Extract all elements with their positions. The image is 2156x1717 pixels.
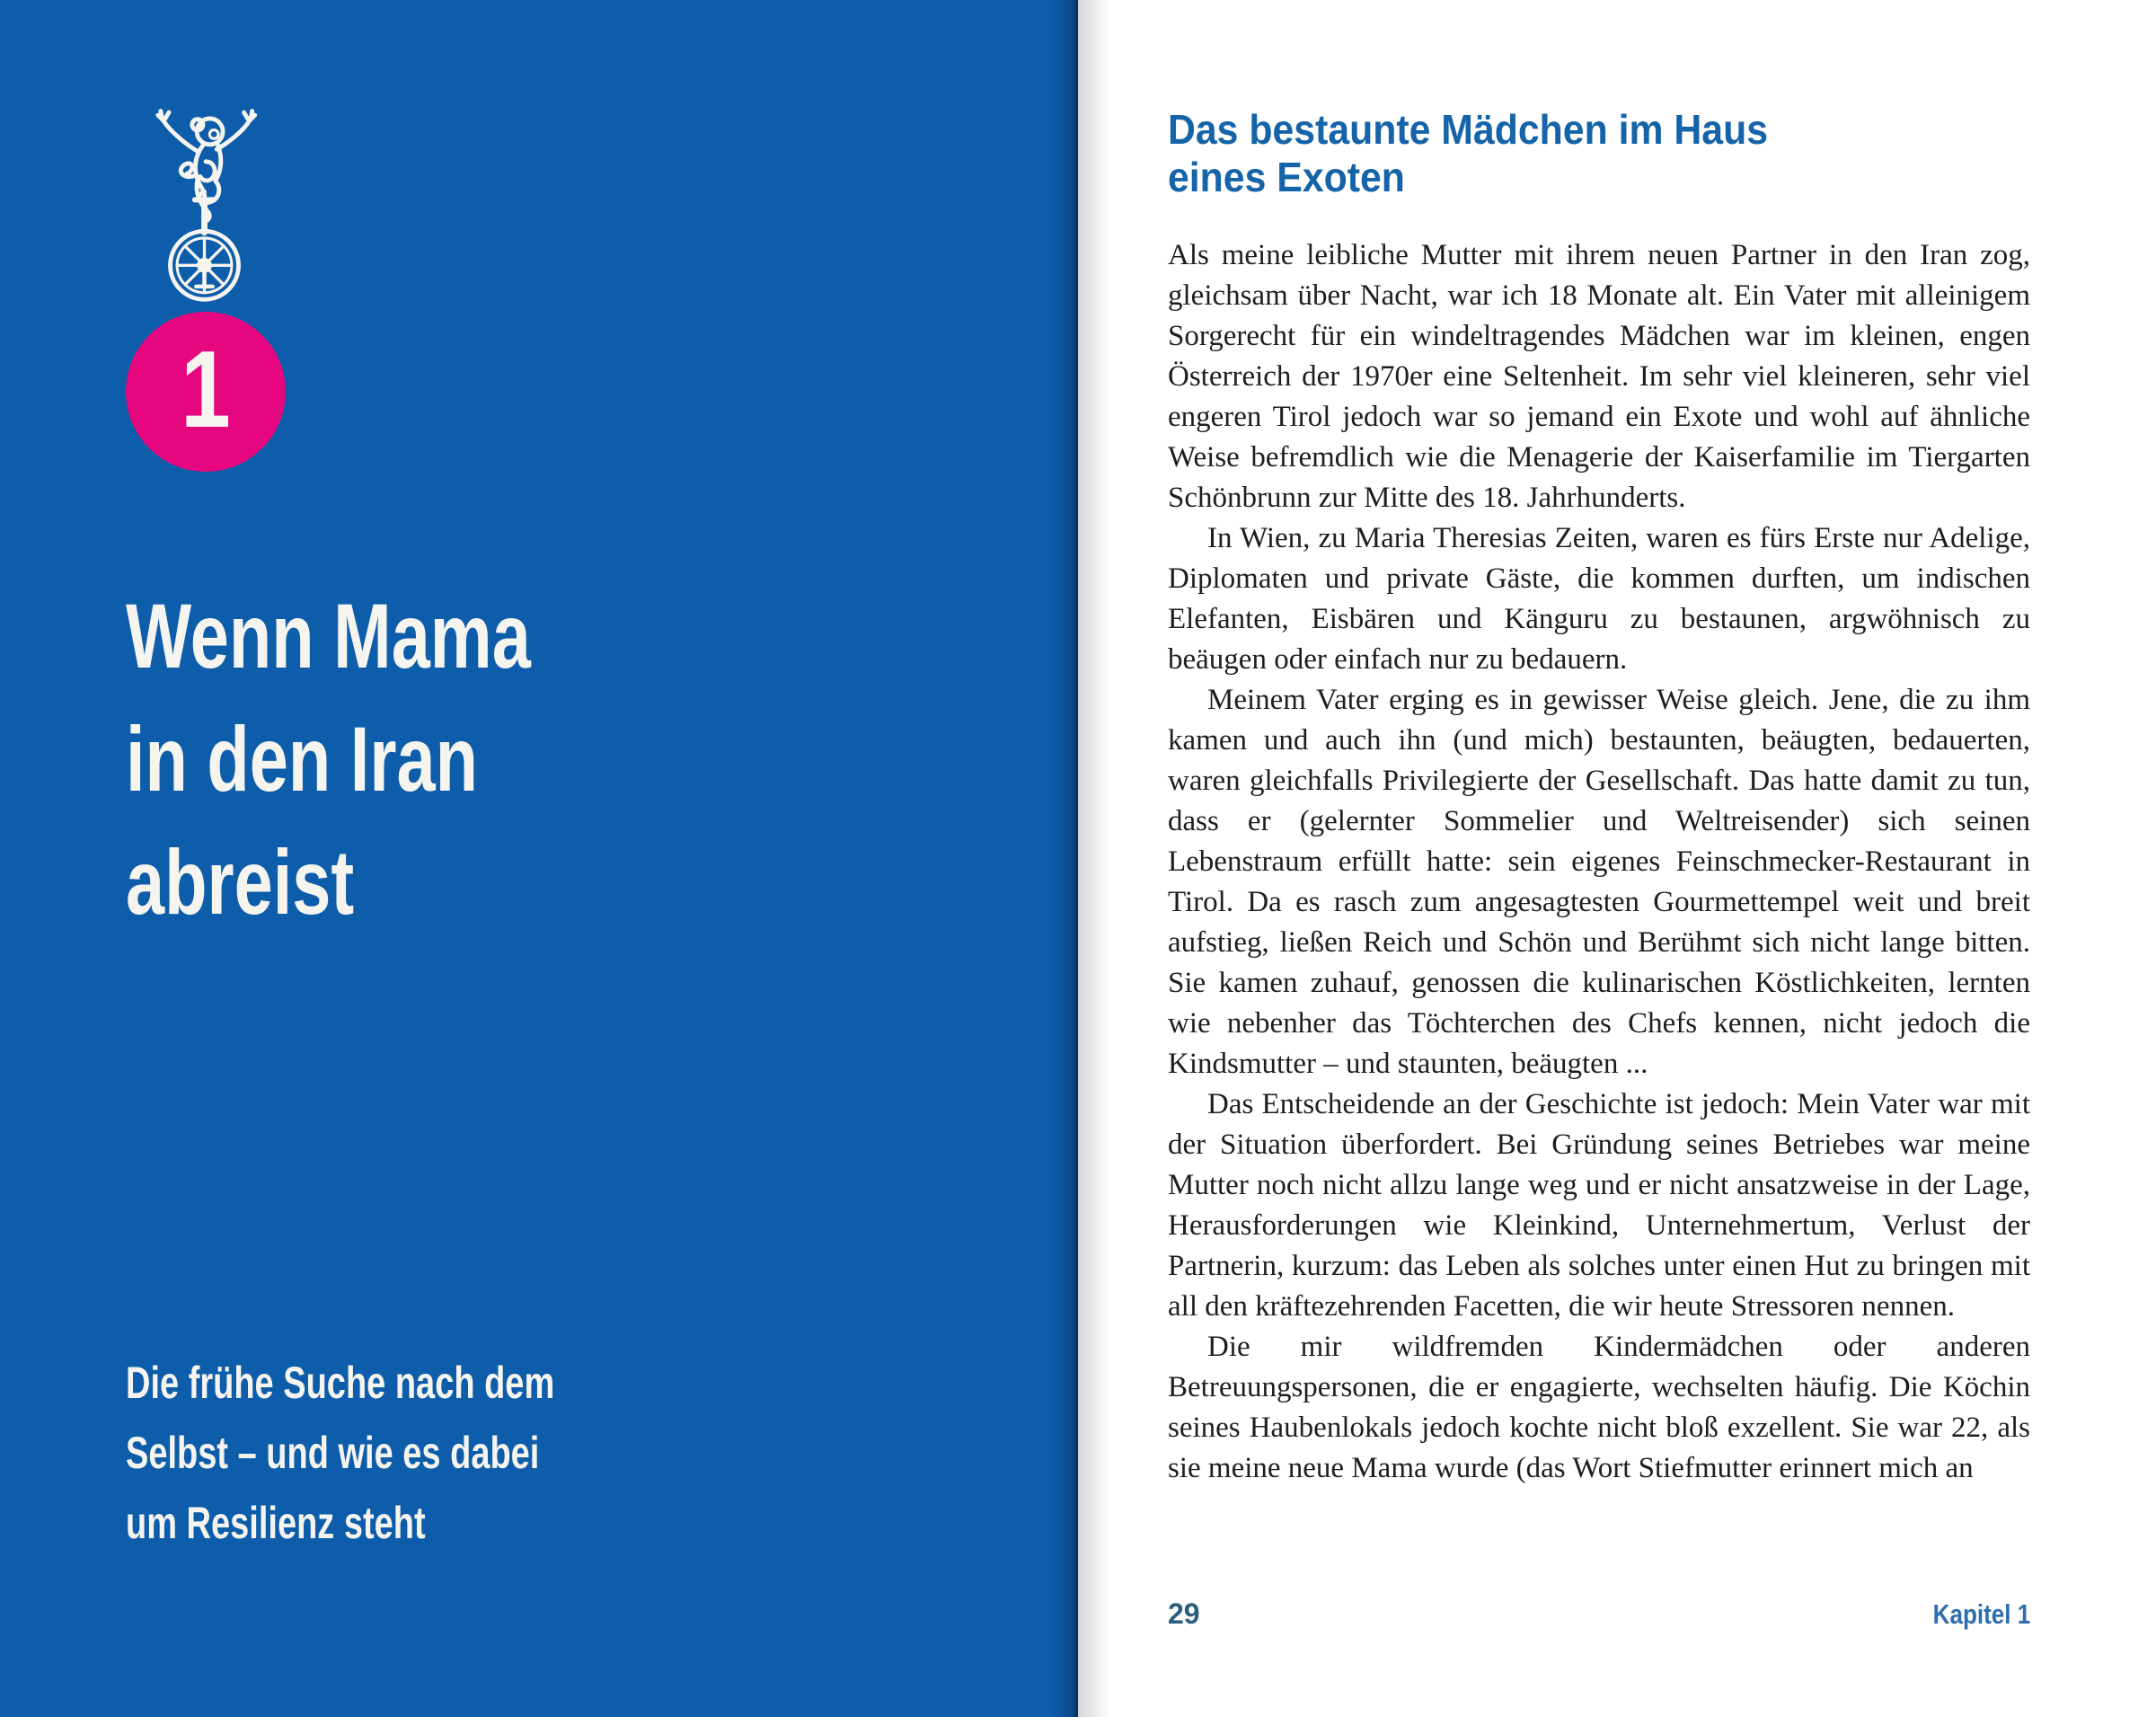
paragraph-4: Das Entscheidende an der Geschichte ist jedoch: Mein Vater war mit der Situation überfordert. Bei Gründung seines Betriebes war meine Mutter noch nicht allzu lange weg und er nicht ansatzweise in der Lage, Herausforderungen wie Kleinkind, Unternehmertum, Verlust der Partnerin, kurzum: das Leben als solches unter einen Hut zu bringen mit all den kräftezehrenden Facetten, die wir heute Stressoren nennen.: [1168, 1088, 2030, 1323]
running-chapter-label: Kapitel 1: [1932, 1598, 2030, 1630]
chapter-title-line-2: in den Iran: [126, 708, 478, 810]
chapter-title: [126, 575, 658, 944]
section-heading-line-1: Das bestaunte Mädchen im Haus: [1168, 106, 1769, 153]
chapter-number-badge: [126, 312, 286, 472]
section-heading-line-2: eines Exoten: [1168, 154, 1405, 200]
chapter-subtitle-line-2: Selbst – und wie es dabei: [126, 1428, 540, 1478]
chapter-subtitle-line-3: um Resilienz steht: [126, 1498, 426, 1548]
page-number: 29: [1168, 1598, 1200, 1630]
monkey-unicycle-icon: [135, 104, 271, 312]
page-footer: [1168, 1598, 2030, 1631]
chapter-subtitle: [126, 1348, 690, 1558]
paragraph-2: In Wien, zu Maria Theresias Zeiten, waren es fürs Erste nur Adelige, Diplomaten und private Gäste, die kommen durften, um indischen Elefanten, Eisbären und Känguru zu bestaunen, argwöhnisch zu beäugen oder einfach nur zu bedauern.: [1168, 522, 2030, 676]
paragraph-5: Die mir wildfremden Kindermädchen oder anderen Betreuungspersonen, die er engagierte, wechselten häufig. Die Köchin seines Haubenlokals jedoch kochte nicht bloß exzellent. Sie war 22, als sie meine neue Mama wurde (das Wort Stiefmutter erinnert mich an: [1168, 1331, 2030, 1484]
section-heading: [1168, 106, 1813, 201]
text-page: [1078, 0, 2156, 1717]
paragraph-3: Meinem Vater erging es in gewisser Weise gleich. Jene, die zu ihm kamen und auch ihn (und mich) bestaunten, beäugten, bedauerten, waren gleichfalls Privilegierte der Gesellschaft. Das hatte damit zu tun, dass er (gelernter Sommelier und Weltreisender) sich seinen Lebenstraum erfüllt hatte: sein eigenes Feinschmecker-Restaurant in Tirol. Da es rasch zum angesagtesten Gourmettempel weit und breit aufstieg, ließen Reich und Schön und Berühmt sich nicht lange bitten. Sie kamen zuhauf, genossen die kulinarischen Köstlichkeiten, lernten wie nebenher das Töchterchen des Chefs kennen, nicht jedoch die Kindsmutter – und staunten, beäugten ...: [1168, 684, 2030, 1080]
chapter-title-line-1: Wenn Mama: [126, 585, 531, 687]
chapter-subtitle-line-1: Die frühe Suche nach dem: [126, 1358, 555, 1408]
paragraph-1: Als meine leibliche Mutter mit ihrem neuen Partner in den Iran zog, gleichsam über Nacht, war ich 18 Monate alt. Ein Vater mit alleinigem Sorgerecht für ein windeltragendes Mädchen war im kleinen, engen Österreich der 1970er eine Seltenheit. Im sehr viel kleineren, sehr viel engeren Tirol jedoch war so jemand ein Exote und wohl auf ähnliche Weise befremdlich wie die Menagerie der Kaiserfamilie im Tiergarten Schönbrunn zur Mitte des 18. Jahrhunderts.: [1168, 239, 2030, 514]
body-text: [1168, 235, 2030, 1489]
chapter-number: 1: [181, 328, 231, 450]
chapter-title-line-3: abreist: [126, 831, 355, 934]
